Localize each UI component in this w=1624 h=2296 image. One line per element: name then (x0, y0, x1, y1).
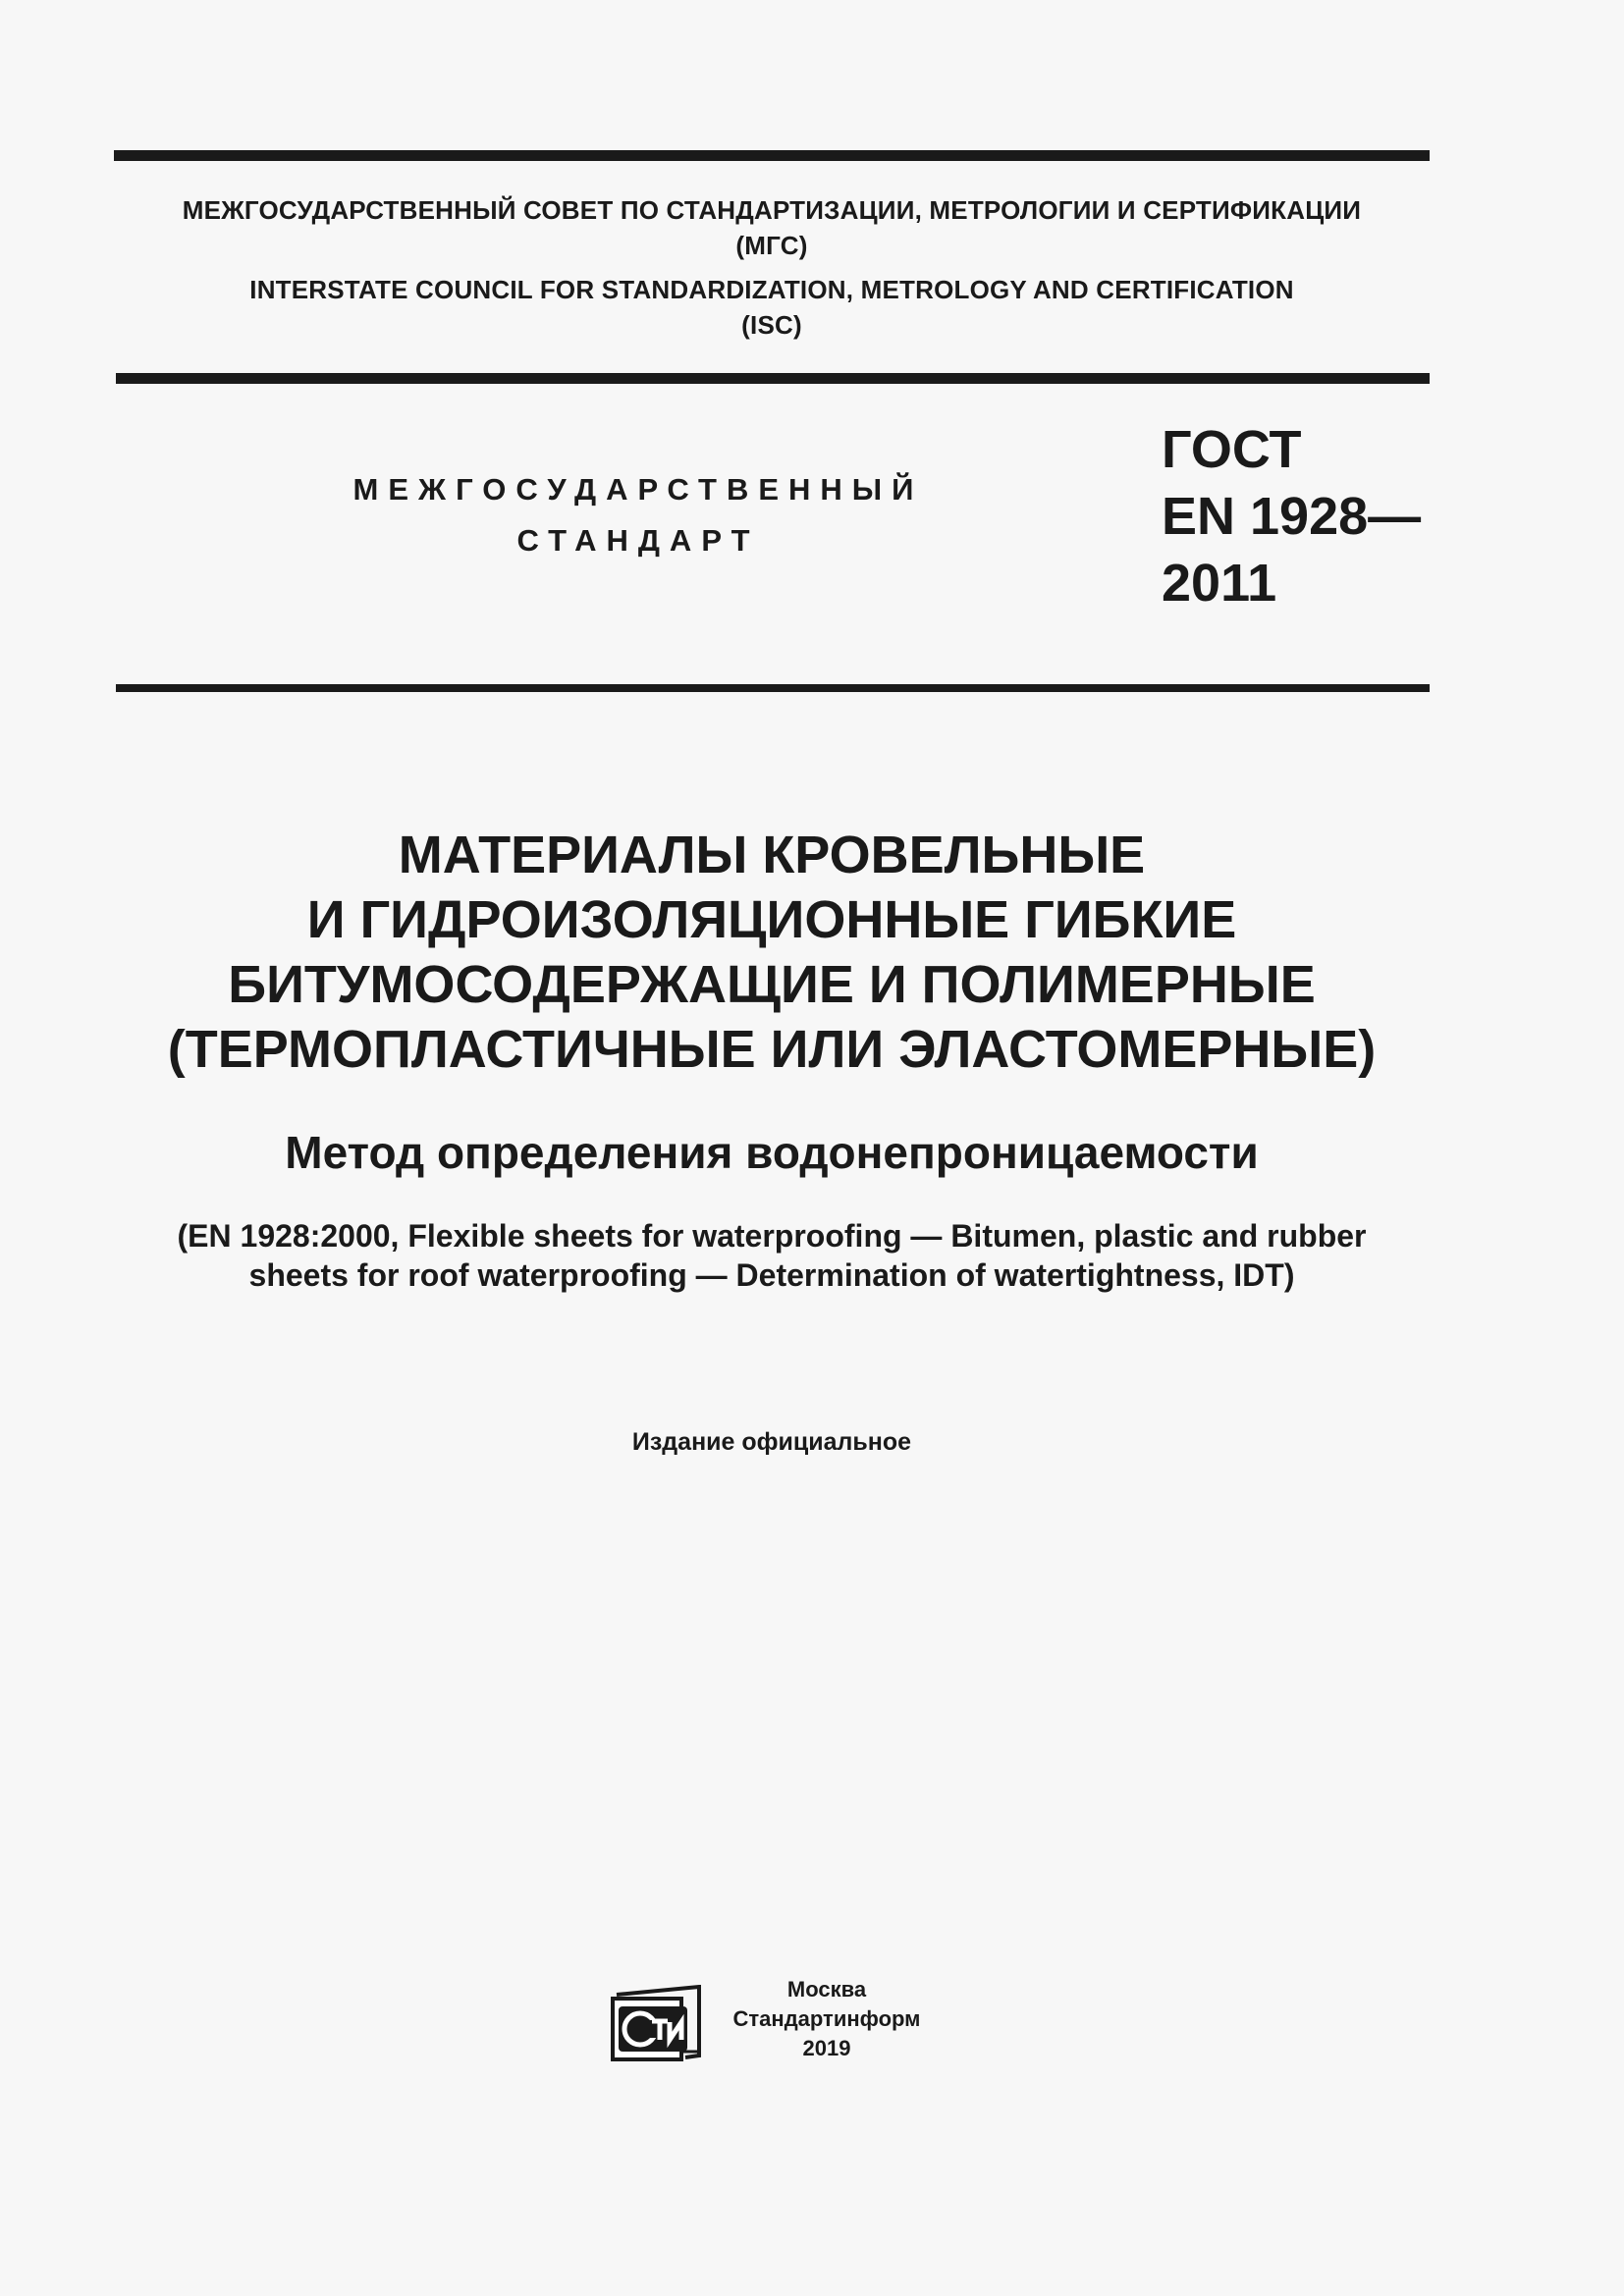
publisher-imprint (714, 1975, 940, 2063)
designation-line3: 2011 (1162, 554, 1277, 613)
standard-kind-line1: МЕЖГОСУДАРСТВЕННЫЙ (352, 472, 924, 507)
title-line: (ТЕРМОПЛАСТИЧНЫЕ ИЛИ ЭЛАСТОМЕРНЫЕ) (167, 1020, 1377, 1079)
top-rule (114, 150, 1430, 161)
publisher-year: 2019 (802, 2036, 851, 2060)
council-ru-abbr: (МГС) (735, 231, 808, 260)
standard-kind-line2: СТАНДАРТ (516, 523, 760, 558)
designation-line2: EN 1928— (1162, 487, 1422, 546)
publisher-city: Москва (786, 1977, 867, 2002)
reference-standard (114, 1216, 1430, 1295)
standard-kind (295, 464, 982, 566)
title-line: И ГИДРОИЗОЛЯЦИОННЫЕ ГИБКИЕ (306, 890, 1237, 949)
standard-designation (1162, 416, 1421, 616)
middle-rule (116, 373, 1430, 384)
publisher-name: Стандартинформ (732, 2006, 921, 2031)
edition-label: Издание официальное (631, 1428, 912, 1456)
reference-line2: sheets for roof waterproofing — Determination of watertightness, IDT) (248, 1257, 1295, 1293)
bottom-rule (116, 684, 1430, 692)
standartinform-logo-icon (611, 1985, 705, 2063)
publisher-block (611, 1975, 945, 2073)
council-en-title: INTERSTATE COUNCIL FOR STANDARDIZATION, METROLOGY AND CERTIFICATION (249, 275, 1294, 304)
council-name-ru (114, 192, 1430, 263)
council-ru-title: МЕЖГОСУДАРСТВЕННЫЙ СОВЕТ ПО СТАНДАРТИЗАЦИИ, МЕТРОЛОГИИ И СЕРТИФИКАЦИИ (182, 195, 1362, 225)
document-title (114, 823, 1430, 1082)
document-subtitle: Метод определения водонепроницаемости (285, 1127, 1259, 1178)
council-en-abbr: (ISC) (741, 310, 802, 340)
council-name-en (114, 272, 1430, 343)
reference-line1: (EN 1928:2000, Flexible sheets for waterproofing — Bitumen, plastic and rubber (177, 1218, 1367, 1254)
designation-line1: ГОСТ (1162, 420, 1302, 479)
title-line: МАТЕРИАЛЫ КРОВЕЛЬНЫЕ (398, 826, 1146, 884)
title-line: БИТУМОСОДЕРЖАЩИЕ И ПОЛИМЕРНЫЕ (228, 955, 1316, 1014)
